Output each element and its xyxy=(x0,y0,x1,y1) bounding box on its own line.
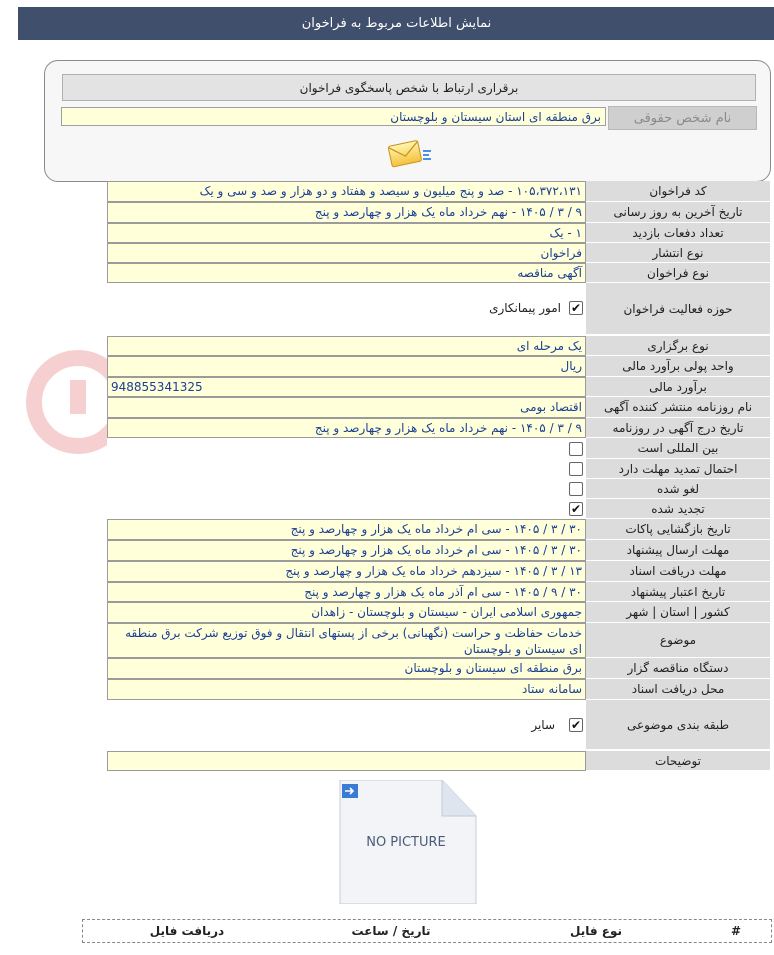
row-last-update xyxy=(107,202,770,223)
row-location xyxy=(107,602,770,623)
envelope-icon[interactable] xyxy=(386,137,434,171)
row-opening-date xyxy=(107,519,770,540)
extension-checkbox[interactable] xyxy=(569,462,583,476)
label-submit-deadline: مهلت ارسال پیشنهاد xyxy=(586,540,770,561)
value-notes xyxy=(107,751,586,771)
contact-panel xyxy=(44,60,771,182)
row-subject xyxy=(107,623,770,658)
value-organizer: برق منطقه ای سیستان و بلوچستان xyxy=(107,658,586,679)
contact-title[interactable]: برقراری ارتباط با شخص پاسخگوی فراخوان xyxy=(62,74,756,101)
label-publish-type: نوع انتشار xyxy=(586,243,770,263)
value-subject: خدمات حفاظت و حراست (نگهبانی) برخی از پستهای انتقال و فوق توزیع شرکت برق منطقه ای سیستان و بلوچستان xyxy=(107,623,586,658)
activity-checkbox[interactable]: ✔ xyxy=(570,301,582,315)
row-estimate xyxy=(107,377,770,397)
label-newspaper-date: تاریخ درج آگهی در روزنامه xyxy=(586,418,770,438)
row-notes xyxy=(107,751,770,771)
col-download: دریافت فایل xyxy=(149,924,225,938)
row-newspaper-date xyxy=(107,418,770,438)
legal-person-label: نام شخص حقوقی xyxy=(608,106,757,130)
row-international xyxy=(107,438,770,459)
value-visits: ۱ - یک xyxy=(107,223,586,243)
label-call-type: نوع فراخوان xyxy=(586,263,770,283)
value-last-update: ۹ / ۳ / ۱۴۰۵ - نهم خرداد ماه یک هزار و چهارصد و پنج xyxy=(107,202,586,223)
international-checkbox[interactable] xyxy=(569,442,583,456)
row-doc-place xyxy=(107,679,770,700)
row-call-type xyxy=(107,263,770,283)
label-estimate: برآورد مالی xyxy=(586,377,770,397)
row-currency xyxy=(107,356,770,377)
value-doc-deadline: ۱۳ / ۳ / ۱۴۰۵ - سیزدهم خرداد ماه یک هزار و چهارصد و پنج xyxy=(107,561,586,582)
no-picture-text: NO PICTURE xyxy=(366,835,446,850)
page-header xyxy=(18,7,774,40)
legal-person-value: برق منطقه ای استان سیستان و بلوچستان xyxy=(61,107,606,126)
label-holding-type: نوع برگزاری xyxy=(586,336,770,356)
category-options xyxy=(107,700,586,750)
label-category: طبقه بندی موضوعی xyxy=(586,700,770,750)
label-last-update: تاریخ آخرین به روز رسانی xyxy=(586,202,770,223)
row-visits xyxy=(107,223,770,243)
page-title: نمایش اطلاعات مربوط به فراخوان xyxy=(301,16,492,31)
row-doc-deadline xyxy=(107,561,770,582)
row-newspaper xyxy=(107,397,770,418)
col-file-type: نوع فایل xyxy=(570,924,622,938)
label-organizer: دستگاه مناقصه گزار xyxy=(586,658,770,679)
label-cancelled: لغو شده xyxy=(586,479,770,499)
value-publish-type: فراخوان xyxy=(107,243,586,263)
value-newspaper-date: ۹ / ۳ / ۱۴۰۵ - نهم خرداد ماه یک هزار و چهارصد و پنج xyxy=(107,418,586,438)
label-international: بین المللی است xyxy=(586,438,770,459)
label-activity: حوزه فعالیت فراخوان xyxy=(586,283,770,335)
activity-option-label: امور پیمانکاری xyxy=(489,301,561,315)
row-cancelled xyxy=(107,479,770,499)
category-option-label: سایر xyxy=(531,718,555,732)
label-doc-place: محل دریافت اسناد xyxy=(586,679,770,700)
label-currency: واحد پولی برآورد مالی xyxy=(586,356,770,377)
row-organizer xyxy=(107,658,770,679)
row-renewed xyxy=(107,499,770,519)
label-notes: توضیحات xyxy=(586,751,770,771)
row-submit-deadline xyxy=(107,540,770,561)
category-checkbox[interactable]: ✔ xyxy=(570,718,582,732)
value-estimate: 948855341325 xyxy=(107,377,586,397)
no-picture-image xyxy=(338,780,478,904)
row-publish-type xyxy=(107,243,770,263)
value-newspaper: اقتصاد بومی xyxy=(107,397,586,418)
activity-options xyxy=(107,283,586,335)
value-doc-place: سامانه ستاد xyxy=(107,679,586,700)
files-table-header xyxy=(82,919,772,943)
label-visits: تعداد دفعات بازدید xyxy=(586,223,770,243)
col-index: # xyxy=(730,924,742,938)
row-code xyxy=(107,181,770,202)
label-opening-date: تاریخ بازگشایی پاکات xyxy=(586,519,770,540)
label-renewed: تجدید شده xyxy=(586,499,770,519)
value-currency: ریال xyxy=(107,356,586,377)
label-location: کشور | استان | شهر xyxy=(586,602,770,623)
row-holding-type xyxy=(107,336,770,356)
renewed-checkbox[interactable]: ✔ xyxy=(570,502,582,516)
row-validity-date xyxy=(107,582,770,602)
label-newspaper: نام روزنامه منتشر کننده آگهی xyxy=(586,397,770,418)
row-activity xyxy=(107,283,770,335)
row-extension xyxy=(107,459,770,479)
label-validity-date: تاریخ اعتبار پیشنهاد xyxy=(586,582,770,602)
value-call-type: آگهی مناقصه xyxy=(107,263,586,283)
row-category xyxy=(107,700,770,750)
cancelled-checkbox[interactable] xyxy=(569,482,583,496)
label-code: کد فراخوان xyxy=(586,181,770,202)
col-datetime: تاریخ / ساعت xyxy=(351,924,431,938)
value-submit-deadline: ۳۰ / ۳ / ۱۴۰۵ - سی ام خرداد ماه یک هزار و چهارصد و پنج xyxy=(107,540,586,561)
value-validity-date: ۳۰ / ۹ / ۱۴۰۵ - سی ام آذر ماه یک هزار و چهارصد و پنج xyxy=(107,582,586,602)
value-holding-type: یک مرحله ای xyxy=(107,336,586,356)
value-location: جمهوری اسلامی ایران - سیستان و بلوچستان - زاهدان xyxy=(107,602,586,623)
label-extension: احتمال تمدید مهلت دارد xyxy=(586,459,770,479)
label-doc-deadline: مهلت دریافت اسناد xyxy=(586,561,770,582)
value-opening-date: ۳۰ / ۳ / ۱۴۰۵ - سی ام خرداد ماه یک هزار و چهارصد و پنج xyxy=(107,519,586,540)
label-subject: موضوع xyxy=(586,623,770,658)
value-code: ۱۰۵،۳۷۲،۱۳۱ - صد و پنج میلیون و سیصد و هفتاد و دو هزار و صد و سی و یک xyxy=(107,181,586,202)
